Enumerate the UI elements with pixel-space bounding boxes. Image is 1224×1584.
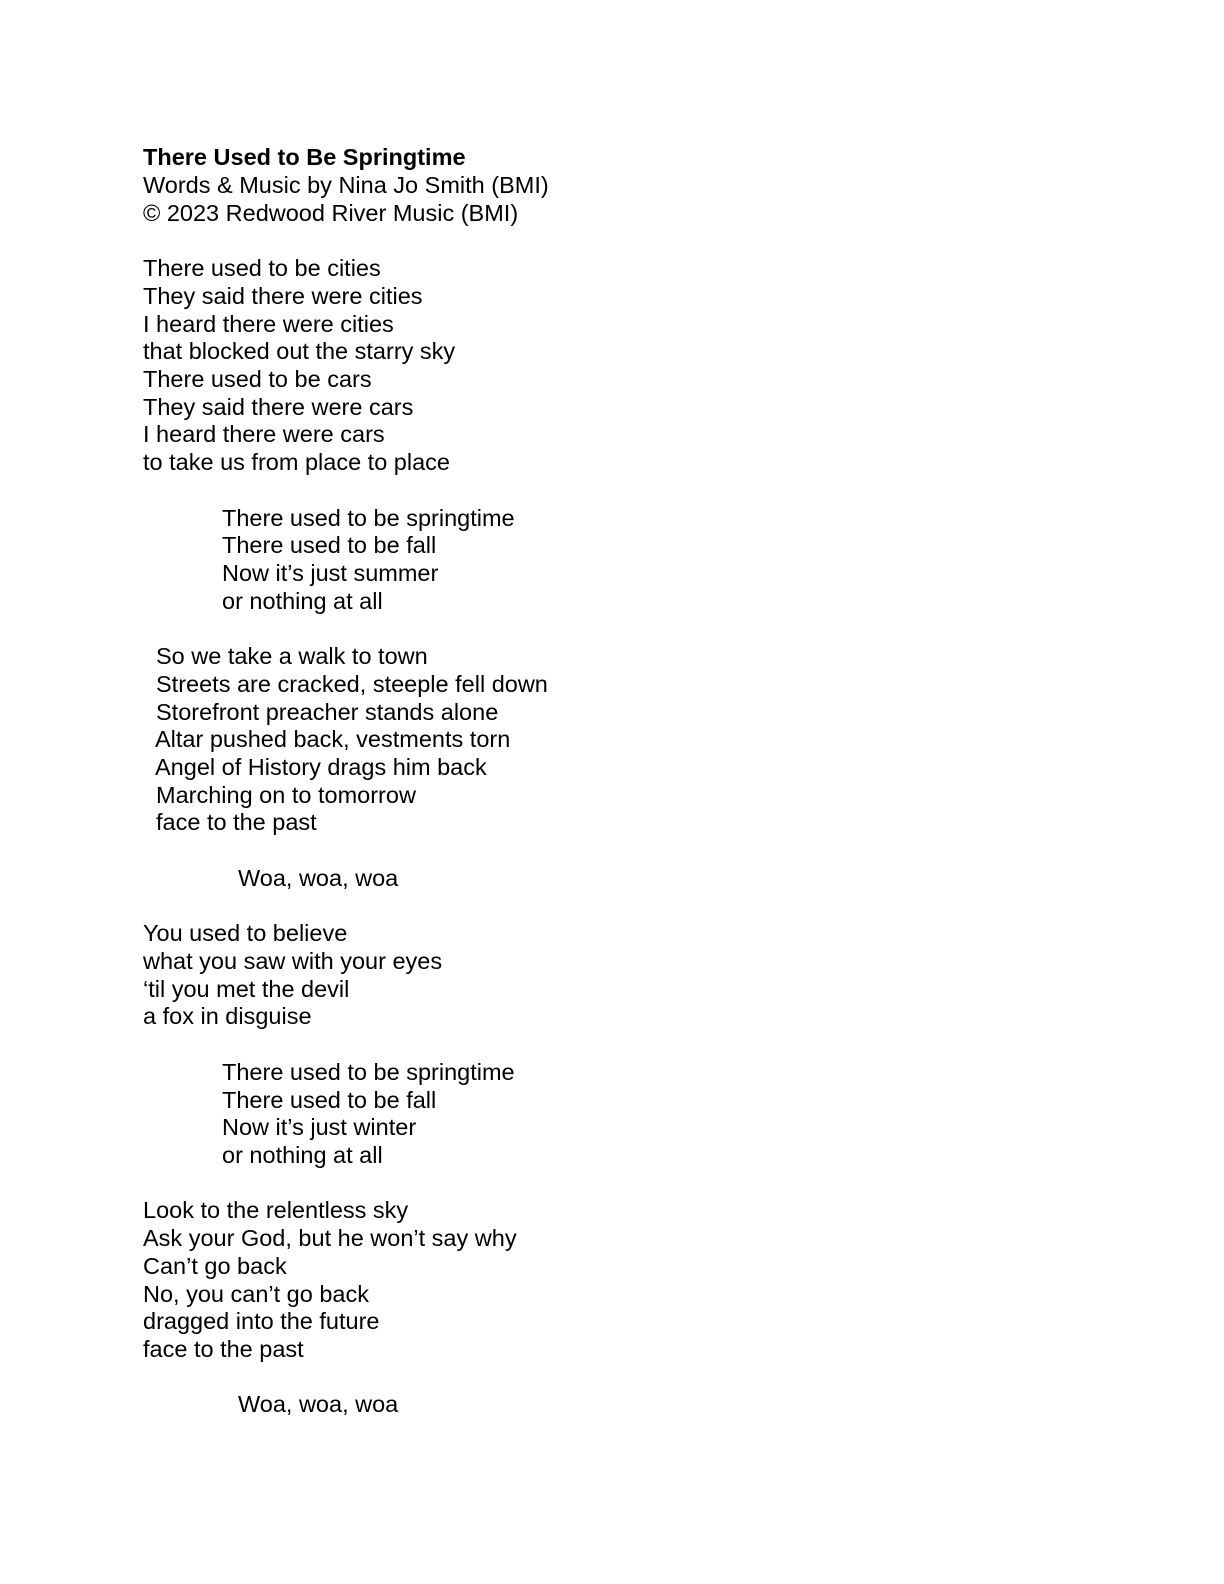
verse3-line: ‘til you met the devil — [143, 976, 350, 1002]
verse2-line: So we take a walk to town — [156, 643, 428, 669]
verse2-line: Marching on to tomorrow — [156, 782, 416, 808]
chorus2-line: There used to be fall — [222, 1087, 437, 1113]
verse1-line: They said there were cities — [143, 283, 423, 309]
verse2-line: Angel of History drags him back — [155, 754, 487, 780]
chorus1-line: or nothing at all — [222, 588, 383, 614]
verse1-line: They said there were cars — [143, 394, 414, 420]
chorus2-line: Now it’s just winter — [222, 1114, 417, 1140]
song-credit: Words & Music by Nina Jo Smith (BMI) — [143, 172, 549, 198]
chorus2-line: or nothing at all — [222, 1142, 383, 1168]
verse4-line: Can’t go back — [143, 1253, 287, 1279]
chorus1-line: There used to be springtime — [222, 505, 515, 531]
verse4-line: No, you can’t go back — [143, 1281, 369, 1307]
verse4-line: face to the past — [143, 1336, 304, 1362]
verse1-line: that blocked out the starry sky — [143, 338, 456, 364]
verse1-line: There used to be cars — [143, 366, 372, 392]
verse3-line: what you saw with your eyes — [143, 948, 443, 974]
verse1-line: I heard there were cities — [143, 311, 394, 337]
chorus1-line: There used to be fall — [222, 532, 437, 558]
chorus1-line: Now it’s just summer — [222, 560, 439, 586]
verse2-line: Storefront preacher stands alone — [156, 699, 499, 725]
verse4-line: Ask your God, but he won’t say why — [143, 1225, 517, 1251]
refrain-line: Woa, woa, woa — [238, 1391, 399, 1417]
verse3-line: You used to believe — [143, 920, 348, 946]
song-copyright: © 2023 Redwood River Music (BMI) — [143, 200, 519, 226]
song-title: There Used to Be Springtime — [143, 144, 466, 170]
refrain-line: Woa, woa, woa — [238, 865, 399, 891]
verse3-line: a fox in disguise — [143, 1003, 312, 1029]
verse1-line: There used to be cities — [143, 255, 381, 281]
verse2-line: face to the past — [156, 809, 317, 835]
verse1-line: to take us from place to place — [143, 449, 450, 475]
verse2-line: Altar pushed back, vestments torn — [155, 726, 511, 752]
verse4-line: Look to the relentless sky — [143, 1197, 409, 1223]
verse2-line: Streets are cracked, steeple fell down — [156, 671, 548, 697]
verse4-line: dragged into the future — [143, 1308, 380, 1334]
chorus2-line: There used to be springtime — [222, 1059, 515, 1085]
verse1-line: I heard there were cars — [143, 421, 385, 447]
